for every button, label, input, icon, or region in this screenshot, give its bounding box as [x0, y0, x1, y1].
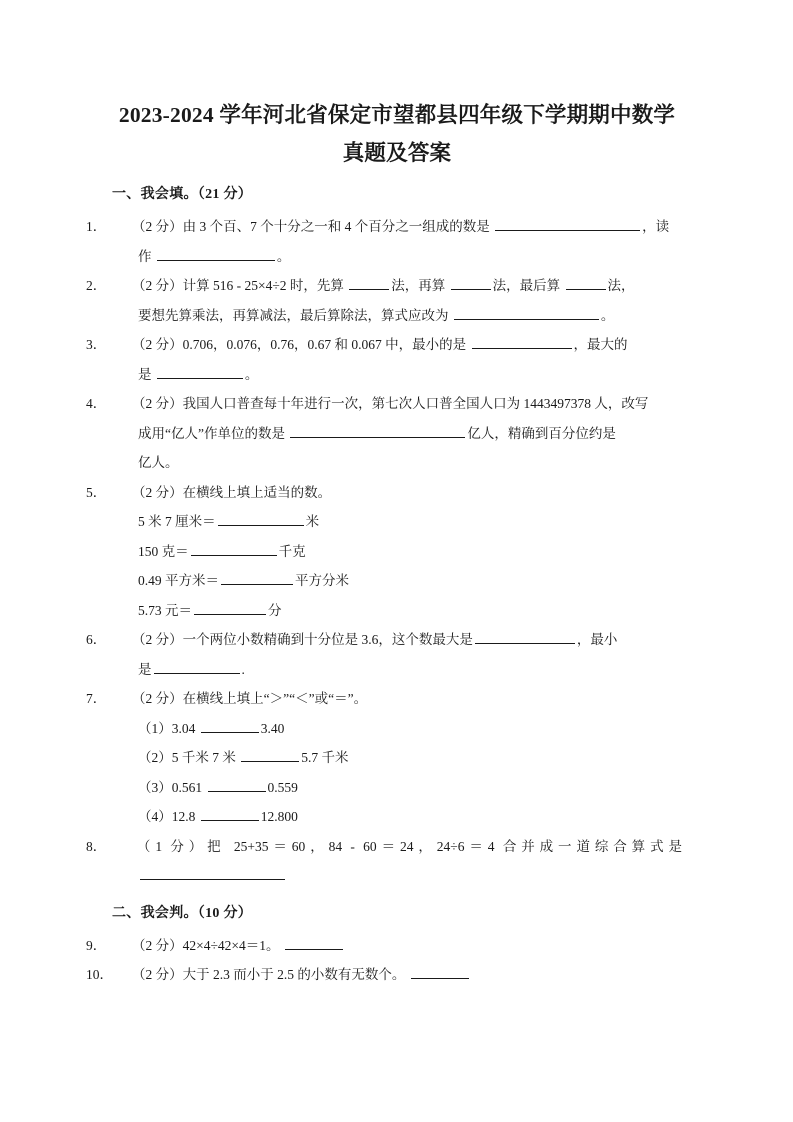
section-heading-2: 二、我会判。（10 分）	[112, 905, 253, 921]
question-8-text-a: 把 25+35＝60，84 - 60＝24，24÷6＝4 合并成一道综合算式是	[207, 838, 682, 854]
question-4-text-b: 成用“亿人”作单位的数是	[138, 425, 285, 441]
question-3-text-c: 是	[138, 366, 152, 382]
question-5-number: 5．	[86, 484, 107, 500]
question-3-blank-1[interactable]	[472, 334, 572, 349]
question-3-text-a: 0.706，0.076，0.76，0.67 和 0.067 中，最小的是	[182, 337, 467, 352]
question-7-item-4-blank[interactable]	[201, 806, 259, 821]
question-7	[86, 684, 682, 832]
question-4-text-c: 亿人，精确到百分位约是	[467, 425, 616, 441]
question-7-number: 7．	[86, 691, 107, 706]
question-2-text-d: 法，	[607, 278, 635, 293]
question-7-item-4	[112, 802, 682, 832]
question-2-text-f: 。	[600, 307, 615, 323]
question-3-blank-2[interactable]	[157, 364, 243, 379]
question-9	[86, 931, 682, 961]
page-title-line-1: 2023-2024 学年河北省保定市望都县四年级下学期期中数学	[118, 103, 676, 127]
question-5-item-3-left: 0.49 平方米＝	[138, 573, 219, 588]
question-2-text-e: 要想先算乘法，再算减法，最后算除法，算式应改为	[138, 307, 449, 323]
question-1-number: 1．	[86, 219, 107, 234]
question-5-item-1-right: 米	[305, 514, 320, 529]
question-10-blank-1[interactable]	[411, 964, 469, 979]
question-7-item-3-right: 0.559	[267, 779, 298, 795]
question-6-blank-2[interactable]	[154, 659, 240, 674]
question-7-item-3	[112, 773, 682, 803]
question-4-text-d: 亿人。	[138, 455, 179, 470]
question-10	[86, 960, 682, 990]
question-4-number: 4．	[86, 396, 107, 411]
question-1-score: （2 分）	[132, 219, 183, 234]
question-7-item-4-right: 12.800	[260, 809, 298, 824]
question-3-number: 3．	[86, 337, 107, 352]
question-7-text-a: 在横线上填上“＞”“＜”或“＝”。	[182, 691, 368, 706]
question-9-blank-1[interactable]	[285, 935, 343, 950]
question-8-number: 8．	[86, 838, 107, 854]
question-5-item-1	[112, 507, 682, 537]
question-5-item-1-blank[interactable]	[218, 511, 304, 526]
question-3-text-b: ，最大的	[573, 337, 628, 352]
question-6-text-d: .	[241, 661, 245, 677]
question-8-blank-1[interactable]	[140, 865, 285, 880]
question-3	[86, 330, 682, 389]
paper-body	[86, 96, 682, 990]
question-5-item-2-left: 150 克＝	[138, 543, 189, 559]
question-10-score: （2 分）	[132, 967, 183, 982]
question-7-item-2-right: 5.7 千米	[301, 750, 349, 765]
question-4-score: （2 分）	[132, 396, 183, 411]
question-5-item-3	[112, 566, 682, 596]
question-7-item-1-left: 3.04	[171, 720, 196, 736]
question-5-item-2-right: 千克	[278, 543, 306, 559]
question-5-item-4	[112, 596, 682, 626]
question-5-text-a: 在横线上填上适当的数。	[182, 484, 332, 500]
question-1-blank-2[interactable]	[157, 246, 275, 261]
page-title-line-2: 真题及答案	[342, 141, 452, 165]
question-6-score: （2 分）	[132, 632, 183, 647]
question-2-blank-4[interactable]	[454, 305, 599, 320]
question-7-item-2-label: （2）	[138, 750, 172, 765]
question-1	[86, 212, 682, 271]
question-7-item-4-left: 12.8	[171, 809, 196, 824]
page-title	[112, 96, 682, 172]
question-4-text-a: 我国人口普查每十年进行一次，第七次人口普全国人口为 1443497378 人，改写	[182, 396, 649, 411]
question-2-text-b: 法，再算	[391, 278, 446, 293]
question-3-text-d: 。	[244, 366, 259, 382]
question-1-text-a: 由 3 个百、7 个十分之一和 4 个百分之一组成的数是	[182, 219, 490, 234]
question-6	[86, 625, 682, 684]
question-2-text-a: 计算 516 - 25×4÷2 时，先算	[182, 278, 344, 293]
question-1-text-d: 。	[276, 248, 291, 264]
question-5-item-4-left: 5.73 元＝	[138, 602, 192, 618]
question-9-text-a: 42×4÷42×4＝1。	[182, 937, 280, 953]
question-7-item-2-blank[interactable]	[241, 747, 299, 762]
question-1-text-c: 作	[138, 248, 152, 264]
question-5-score: （2 分）	[132, 484, 183, 500]
question-9-number: 9．	[86, 937, 107, 953]
question-7-item-3-blank[interactable]	[208, 777, 266, 792]
question-6-blank-1[interactable]	[475, 629, 575, 644]
question-6-text-c: 是	[138, 661, 152, 677]
question-5-item-3-right: 平方分米	[295, 573, 349, 588]
question-5-item-4-right: 分	[268, 602, 282, 618]
question-7-item-1-blank[interactable]	[201, 718, 259, 733]
question-6-number: 6．	[86, 632, 107, 647]
question-2	[86, 271, 682, 330]
question-2-blank-1[interactable]	[349, 275, 389, 290]
question-4-blank-1[interactable]	[290, 423, 465, 438]
question-2-number: 2．	[86, 278, 107, 293]
question-7-item-1	[112, 714, 682, 744]
question-2-text-c: 法，最后算	[492, 278, 561, 293]
question-2-score: （2 分）	[132, 278, 183, 293]
question-5-item-2	[112, 537, 682, 567]
question-6-text-a: 一个两位小数精确到十分位是 3.6，这个数最大是	[182, 632, 473, 647]
question-7-item-3-left: 0.561	[171, 779, 203, 795]
question-7-item-2-left: 5 千米 7 米	[171, 750, 236, 765]
question-7-item-1-label: （1）	[138, 720, 172, 736]
question-5	[86, 478, 682, 626]
question-5-item-1-left: 5 米 7 厘米＝	[138, 514, 216, 529]
question-8	[86, 832, 682, 891]
question-8-score: （1 分）	[132, 838, 208, 854]
section-heading-1: 一、我会填。（21 分）	[112, 187, 253, 202]
question-7-item-4-label: （4）	[138, 809, 172, 824]
question-10-number: 10．	[86, 967, 113, 982]
question-3-score: （2 分）	[132, 337, 183, 352]
question-7-score: （2 分）	[132, 691, 183, 706]
question-5-item-3-blank[interactable]	[221, 570, 293, 585]
question-7-item-1-right: 3.40	[260, 720, 285, 736]
question-1-text-b: ，读	[642, 219, 670, 234]
question-5-item-2-blank[interactable]	[191, 541, 277, 556]
question-2-blank-2[interactable]	[451, 275, 491, 290]
question-2-blank-3[interactable]	[566, 275, 606, 290]
question-10-text-a: 大于 2.3 而小于 2.5 的小数有无数个。	[182, 967, 406, 982]
question-9-score: （2 分）	[132, 937, 183, 953]
question-4	[86, 389, 682, 478]
question-1-blank-1[interactable]	[495, 216, 640, 231]
question-6-text-b: ，最小	[576, 632, 618, 647]
question-7-item-3-label: （3）	[138, 779, 172, 795]
question-7-item-2	[112, 743, 682, 773]
question-5-item-4-blank[interactable]	[194, 600, 266, 615]
